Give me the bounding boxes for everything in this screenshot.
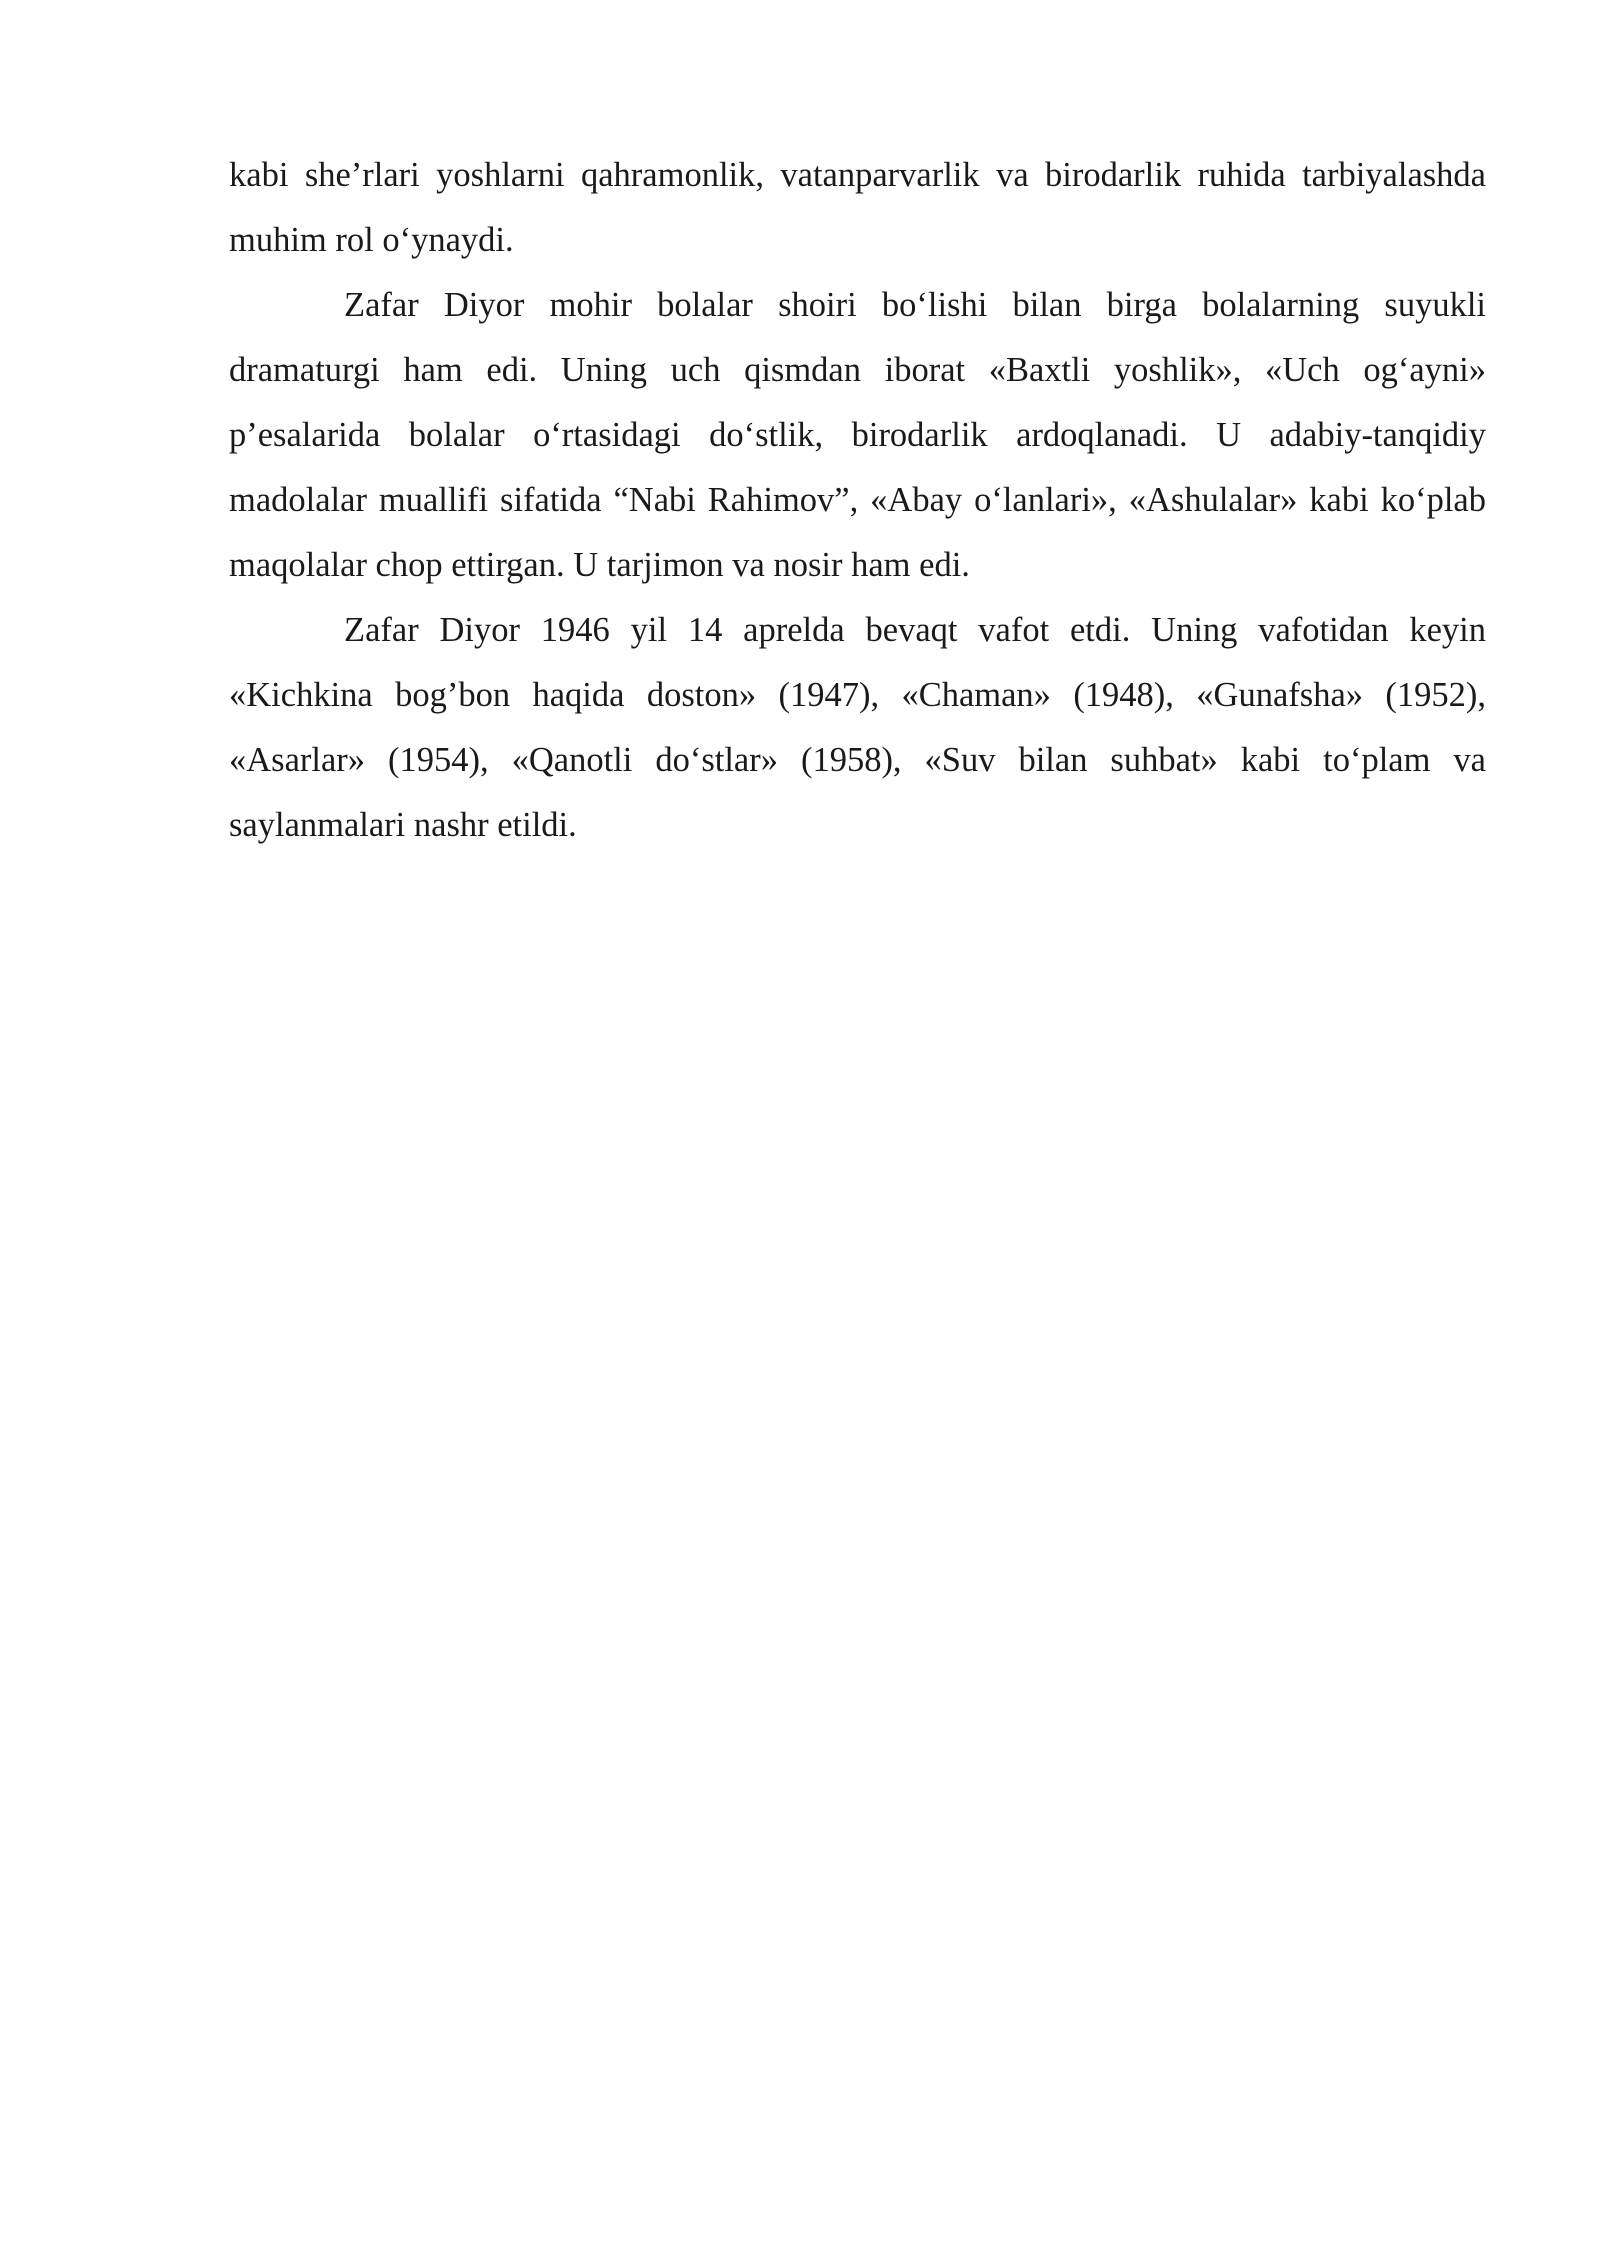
paragraph-death-publications: Zafar Diyor 1946 yil 14 aprelda bevaqt vafot etdi. Uning vafotidan keyin «Kichkina bog’bon haqida doston» (1947), «Chaman» (1948), «Gunafsha» (1952), «Asarlar» (1954), «Qanotli do‘stlar» (1958), «Suv bilan suhbat» kabi to‘plam va saylanmalari nashr etildi. — [229, 611, 1486, 844]
paragraph-continuation: kabi she’rlari yoshlarni qahramonlik, vatanparvarlik va birodarlik ruhida tarbiyalashda muhim rol o‘ynaydi. — [229, 156, 1486, 259]
document-body — [229, 143, 1486, 858]
paragraph-dramaturgy: Zafar Diyor mohir bolalar shoiri bo‘lishi bilan birga bolalarning suyukli dramaturgi ham edi. Uning uch qismdan iborat «Baxtli yoshlik», «Uch og‘ayni» p’esalarida bolalar o‘rtasidagi do‘stlik, birodarlik ardoqlanadi. U adabiy-tanqidiy madolalar muallifi sifatida “Nabi Rahimov”, «Abay o‘lanlari», «Ashulalar» kabi ko‘plab maqolalar chop ettirgan. U tarjimon va nosir ham edi. — [229, 286, 1486, 584]
